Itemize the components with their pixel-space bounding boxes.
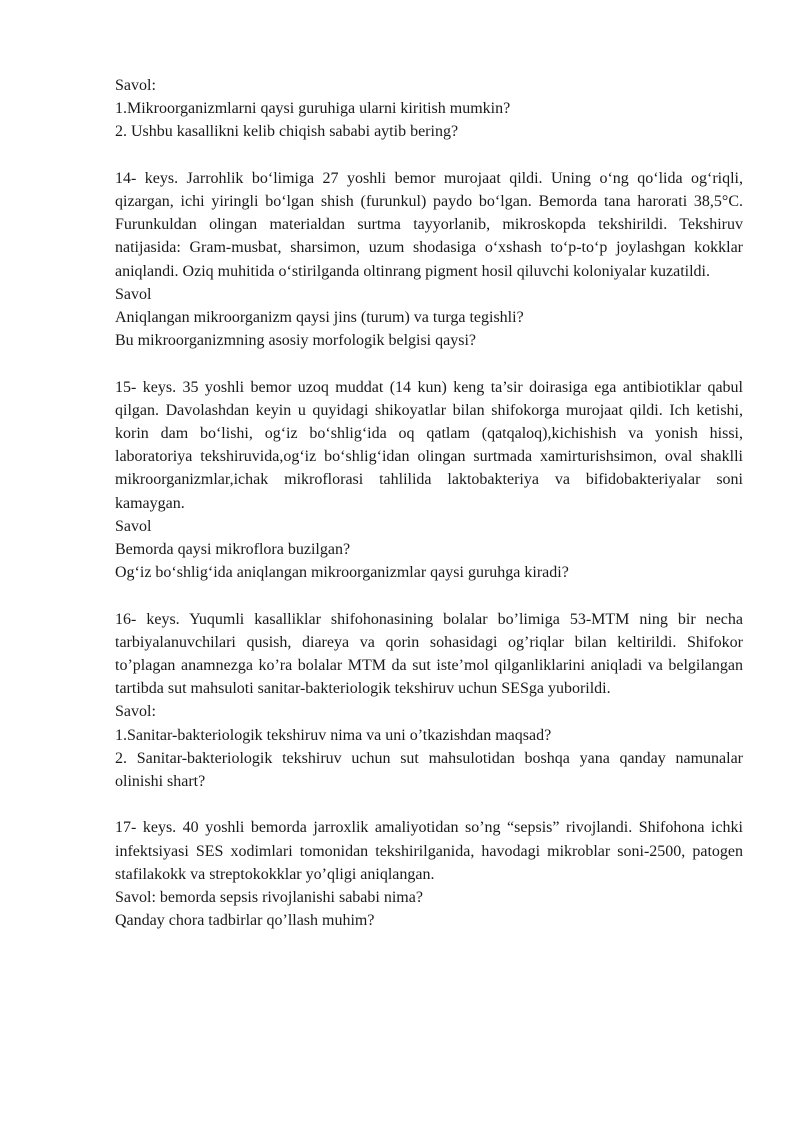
question-1: 1.Mikroorganizmlarni qaysi guruhiga ularni kiritish mumkin? [115,100,511,118]
case-17-text: 17- keys. 40 yoshli bemorda jarroxlik amaliyotidan so’ng “sepsis” rivojlandi. Shifohona ichki infektsiyasi SES xodimlari tomonidan tekshirilganida, havodagi mikroblar soni-2500, patogen stafilakokk va streptokokklar yo’qligi aniqlangan. [115,819,743,883]
question-2: Bu mikroorganizmning asosiy morfologik belgisi qaysi? [115,332,476,350]
paragraph-gap [115,584,743,607]
case-14-section [115,167,743,353]
case-16-section [115,608,743,794]
question-2: 2. Sanitar-bakteriologik tekshiruv uchun sut mahsulotidan boshqa yana qanday namunalar olinishi shart? [115,749,743,791]
case-17-section [115,816,743,932]
savol-label: Savol [115,517,152,535]
intro-section [115,74,743,144]
question-1: Bemorda qaysi mikroflora buzilgan? [115,541,351,559]
case-14-text: 14- keys. Jarrohlik bo‘limiga 27 yoshli bemor murojaat qildi. Uning o‘ng qo‘lida og‘riqli, qizargan, ichi yiringli bo‘lgan shish (furunkul) paydo bo‘lgan. Bemorda tana harorati 38,5°C. Furunkuldan olingan materialdan surtma tayyorlanib, mikroskopda tekshirildi. Tekshiruv natijasida: Gram-musbat, sharsimon, uzum shodasiga o‘xshash to‘p-to‘p joylashgan kokklar aniqlandi. Oziq muhitida o‘stirilganda oltinrang pigment hosil qiluvchi koloniyalar kuzatildi. [115,169,743,280]
question-2: Og‘iz bo‘shlig‘ida aniqlangan mikroorganizmlar qaysi guruhga kiradi? [115,564,569,582]
question-2: 2. Ushbu kasallikni kelib chiqish sababi aytib bering? [115,123,459,141]
question-1: Aniqlangan mikroorganizm qaysi jins (turum) va turga tegishli? [115,309,524,327]
savol-label: Savol [115,285,152,303]
case-15-section [115,376,743,585]
savol-label: Savol: [115,77,156,94]
question-1: Savol: bemorda sepsis rivojlanishi sababi nima? [115,889,423,907]
paragraph-gap [115,352,743,375]
case-15-text: 15- keys. 35 yoshli bemor uzoq muddat (14 kun) keng ta’sir doirasiga ega antibiotiklar qabul qilgan. Davolashdan keyin u quyidagi shikoyatlar bilan shifokorga murojaat qildi. Ich ketishi, korin dam bo‘lishi, og‘iz bo‘shlig‘ida oq qatlam (qatqaloq),kichishish va yonish hissi, laboratoriya tekshiruvida,og‘iz bo‘shlig‘idan olingan surtmada xamirturishsimon, oval shaklli mikroorganizmlar,ichak mikroflorasi tahlilida laktobakteriya va bifidobakteriyalar soni kamaygan. [115,378,743,512]
document-page [115,74,743,932]
paragraph-gap [115,144,743,167]
case-16-text: 16- keys. Yuqumli kasalliklar shifohonasining bolalar bo’limiga 53-MTM ning bir necha tarbiyalanuvchilari qusish, diareya va qorin sohasidagi og’riqlar bilan keltirildi. Shifokor to’plagan anamnezga ko’ra bolalar MTM da sut iste’mol qilganliklarini aniqladi va belgilangan tartibda sut mahsuloti sanitar-bakteriologik tekshiruv uchun SESga yuborildi. [115,610,743,698]
savol-label: Savol: [115,703,156,721]
paragraph-gap [115,793,743,816]
question-2: Qanday chora tadbirlar qo’llash muhim? [115,912,375,930]
question-1: 1.Sanitar-bakteriologik tekshiruv nima va uni o’tkazishdan maqsad? [115,726,552,744]
